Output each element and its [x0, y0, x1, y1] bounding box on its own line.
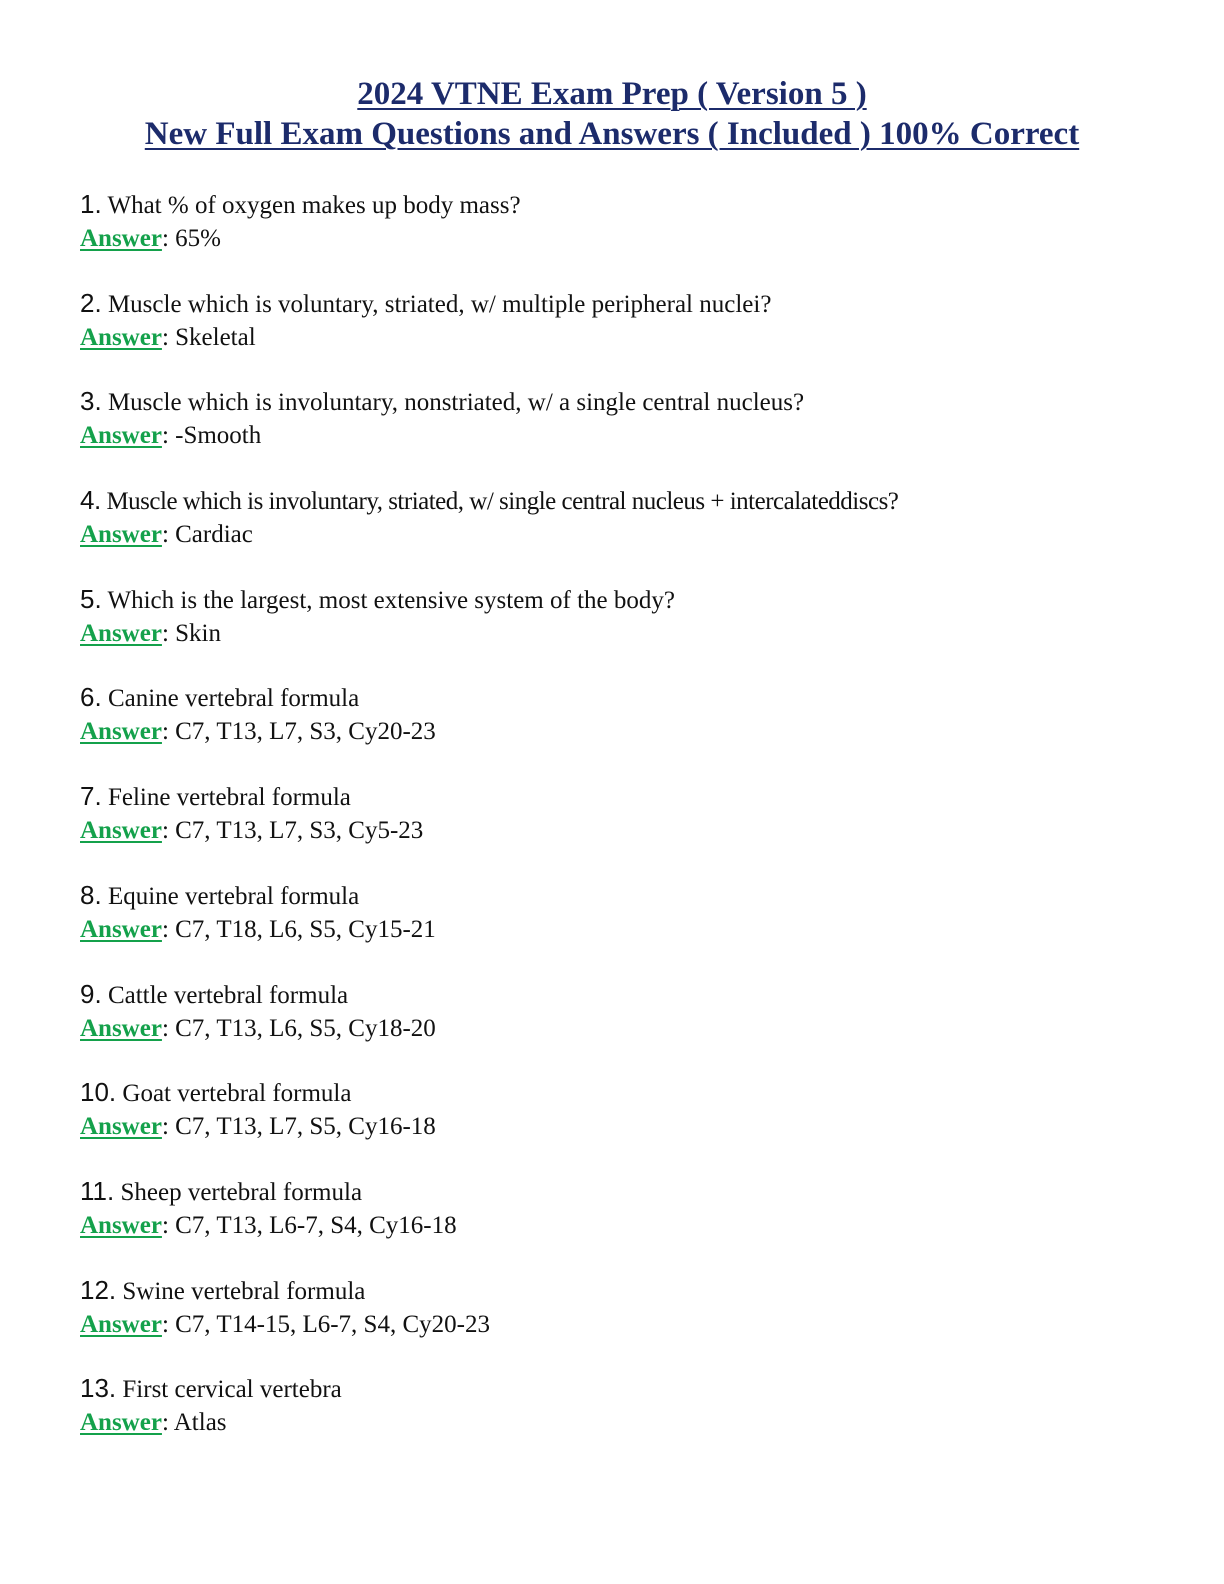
question	[80, 484, 1160, 518]
answer	[80, 1308, 1160, 1341]
question-text: Swine vertebral formula	[116, 1277, 366, 1305]
question	[80, 978, 1160, 1012]
question	[80, 385, 1160, 419]
answer-label: Answer	[80, 817, 162, 845]
question-number: 11.	[80, 1175, 115, 1206]
question-text: Muscle which is involuntary, striated, w/ single central nucleus + intercalateddiscs?	[100, 488, 899, 516]
question-number: 9.	[80, 978, 102, 1009]
qa-item-10	[80, 1076, 1160, 1175]
question-text: Goat vertebral formula	[116, 1080, 352, 1108]
answer-label: Answer	[80, 1409, 162, 1437]
answer-text: : C7, T13, L6-7, S4, Cy16-18	[161, 1211, 457, 1239]
question-number: 8.	[80, 879, 102, 910]
answer	[80, 419, 1160, 452]
question	[80, 188, 1160, 222]
qa-item-5	[80, 583, 1160, 682]
question-text: Muscle which is involuntary, nonstriated, w/ a single central nucleus?	[101, 389, 805, 417]
question-text: Canine vertebral formula	[101, 685, 360, 713]
question-number: 6.	[80, 682, 102, 713]
question	[80, 1372, 1160, 1406]
question	[80, 287, 1160, 321]
title-line-2: New Full Exam Questions and Answers ( Included ) 100% Correct	[144, 116, 1080, 152]
qa-item-8	[80, 879, 1160, 978]
question-number: 12.	[80, 1274, 117, 1305]
question-text: Sheep vertebral formula	[114, 1178, 363, 1206]
title-line-1: 2024 VTNE Exam Prep ( Version 5 )	[357, 76, 867, 112]
answer	[80, 518, 1160, 551]
answer-text: : Atlas	[161, 1409, 227, 1437]
answer-text: : Skeletal	[161, 323, 256, 351]
qa-item-9	[80, 978, 1160, 1077]
question-number: 4.	[80, 485, 101, 516]
qa-item-1	[80, 188, 1160, 287]
qa-item-7	[80, 780, 1160, 879]
question-text: Feline vertebral formula	[101, 784, 351, 812]
answer	[80, 814, 1160, 847]
question	[80, 1175, 1160, 1209]
question-number: 13.	[80, 1373, 117, 1404]
answer-label: Answer	[80, 1014, 162, 1042]
answer-label: Answer	[80, 422, 162, 450]
answer-label: Answer	[80, 1211, 162, 1239]
question-number: 3.	[80, 386, 102, 417]
qa-item-2	[80, 287, 1160, 386]
question-text: Cattle vertebral formula	[101, 981, 349, 1009]
question-text: Which is the largest, most extensive system of the body?	[101, 586, 675, 614]
question	[80, 780, 1160, 814]
answer	[80, 222, 1160, 255]
question	[80, 681, 1160, 715]
qa-item-4	[80, 484, 1160, 583]
answer	[80, 617, 1160, 650]
answer	[80, 1406, 1160, 1439]
answer	[80, 913, 1160, 946]
answer-label: Answer	[80, 915, 162, 943]
answer-text: : C7, T13, L7, S3, Cy20-23	[161, 718, 436, 746]
question-number: 2.	[80, 287, 102, 318]
question-number: 10.	[80, 1077, 117, 1108]
answer-label: Answer	[80, 1113, 162, 1141]
answer	[80, 1012, 1160, 1045]
answer-text: : C7, T13, L7, S3, Cy5-23	[161, 817, 424, 845]
answer-label: Answer	[80, 521, 162, 549]
question	[80, 583, 1160, 617]
qa-item-12	[80, 1274, 1160, 1373]
qa-item-3	[80, 385, 1160, 484]
question	[80, 1274, 1160, 1308]
answer-label: Answer	[80, 1310, 162, 1338]
question-text: What % of oxygen makes up body mass?	[101, 192, 521, 219]
answer	[80, 715, 1160, 748]
answer-label: Answer	[80, 718, 162, 746]
question-text: Muscle which is voluntary, striated, w/ multiple peripheral nuclei?	[101, 290, 772, 318]
answer-text: : C7, T13, L6, S5, Cy18-20	[161, 1014, 436, 1042]
question-number: 5.	[80, 583, 102, 614]
question	[80, 1076, 1160, 1110]
question-text: Equine vertebral formula	[101, 882, 360, 910]
answer	[80, 1209, 1160, 1242]
qa-item-11	[80, 1175, 1160, 1274]
answer-text: : C7, T14-15, L6-7, S4, Cy20-23	[161, 1310, 490, 1338]
question	[80, 879, 1160, 913]
qa-item-13	[80, 1372, 1160, 1471]
answer-text: : Cardiac	[161, 521, 253, 549]
answer-label: Answer	[80, 225, 162, 252]
answer-label: Answer	[80, 619, 162, 647]
question-number: 7.	[80, 781, 102, 812]
answer	[80, 321, 1160, 354]
answer-text: : C7, T18, L6, S5, Cy15-21	[161, 915, 436, 943]
answer-label: Answer	[80, 323, 162, 351]
answer-text: : 65%	[161, 225, 221, 252]
answer-text: : -Smooth	[161, 422, 262, 450]
document-title	[0, 74, 1224, 154]
qa-list	[80, 188, 1160, 1471]
answer-text: : C7, T13, L7, S5, Cy16-18	[161, 1113, 436, 1141]
question-number: 1.	[80, 189, 102, 219]
answer-text: : Skin	[161, 619, 221, 647]
qa-item-6	[80, 681, 1160, 780]
question-text: First cervical vertebra	[116, 1376, 342, 1404]
answer	[80, 1110, 1160, 1143]
